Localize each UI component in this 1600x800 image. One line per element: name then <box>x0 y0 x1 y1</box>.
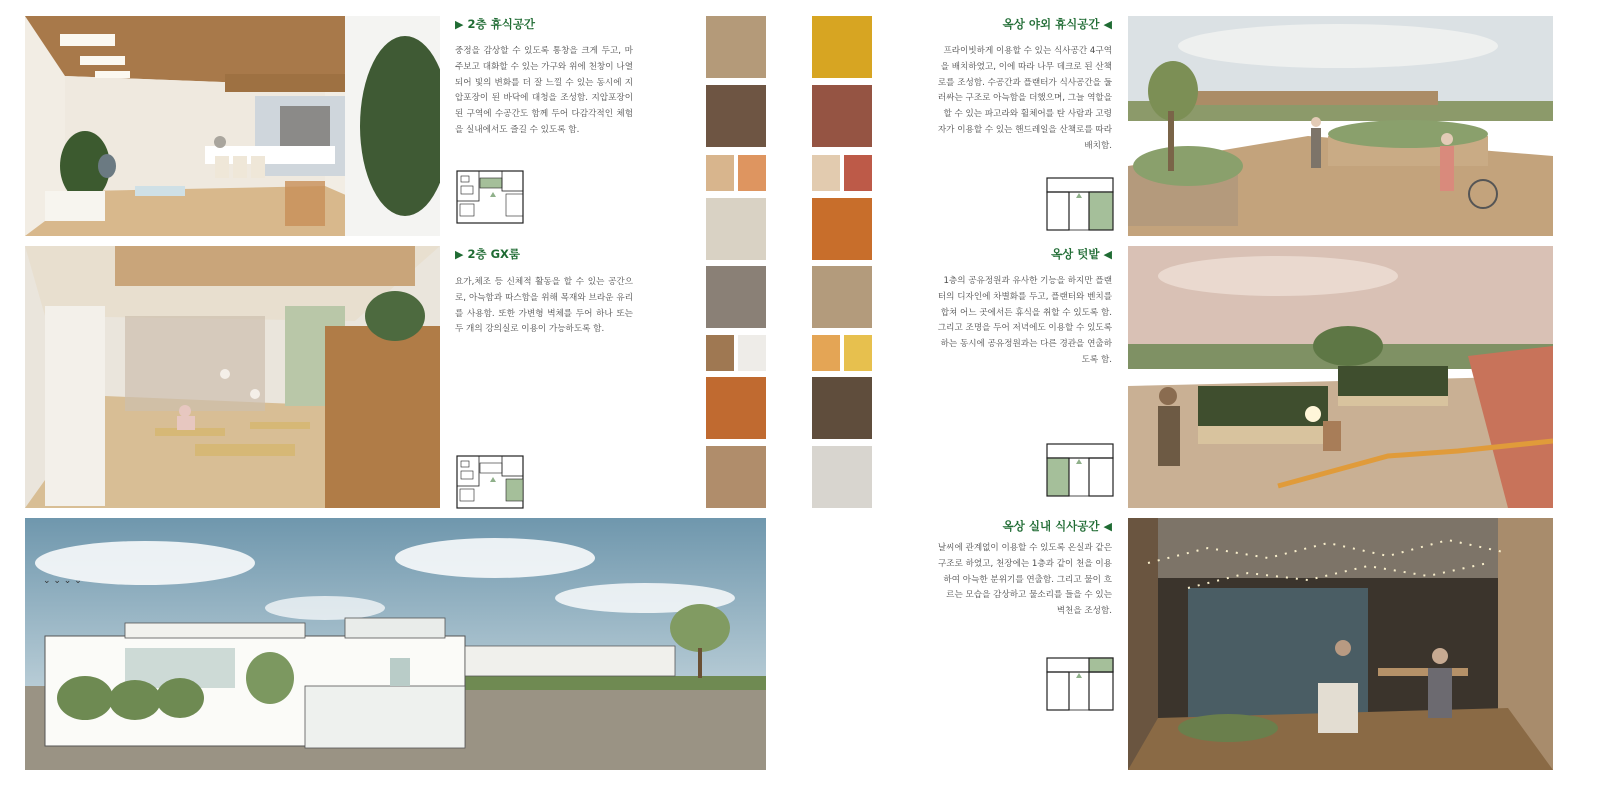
swatch <box>706 198 766 260</box>
swatch <box>706 377 766 439</box>
swatch <box>812 335 840 371</box>
swatch <box>844 155 872 191</box>
render-roof-indoor <box>1128 518 1553 770</box>
swatch <box>844 335 872 371</box>
swatch <box>812 446 872 508</box>
desc-2f-lounge: 중정을 감상할 수 있도록 통창을 크게 두고, 마주보고 대화할 수 있는 가구와 위에 천창이 나열되어 빛의 변화를 더 잘 느낄 수 있는 동시에 지압포장이 된 바닥에 대청을 조성함. 지압포장이 된 구역에 수공간도 함께 두어 다감각적인 체험을 실내에서도 즐길 수 있도록 함. <box>455 46 633 135</box>
swatch <box>706 155 734 191</box>
floor-plan-icon <box>456 170 524 224</box>
swatch <box>812 155 840 191</box>
swatch <box>812 198 872 260</box>
swatch <box>706 266 766 328</box>
title-roof-indoor: 옥상 실내 식사공간 ◀ <box>1002 519 1112 533</box>
swatch <box>812 266 872 328</box>
render-roof-garden <box>1128 246 1553 508</box>
section-render <box>25 518 766 770</box>
desc-roof-outdoor: 프라이빗하게 이용할 수 있는 식사공간 4구역을 배치하였고, 이에 따라 나무 데크로 된 산책로를 조성함. 수공간과 플랜터가 식사공간을 둘러싸는 구조로 아늑함을 더했으며, 그늘 역할을 할 수 있는 파고라와 휠체어를 탄 사람과 고령자가 이용할 수 있는 핸드레일을 산책로를 따라 배치함. <box>937 46 1112 151</box>
swatch <box>812 85 872 147</box>
triangle-left-icon: ◀ <box>1103 520 1112 533</box>
floor-plan-icon <box>1046 443 1114 497</box>
floor-plan-icon <box>456 455 524 509</box>
title-roof-outdoor: 옥상 야외 휴식공간 ◀ <box>1002 17 1112 31</box>
title-2f-lounge: ▶ 2층 휴식공간 <box>455 17 536 31</box>
swatch <box>706 85 766 147</box>
swatch <box>738 335 766 371</box>
swatch <box>706 446 766 508</box>
title-2f-gx-room: ▶ 2층 GX룸 <box>455 247 521 261</box>
triangle-right-icon: ▶ <box>455 18 464 31</box>
render-2f-gx-room <box>25 246 440 508</box>
render-roof-outdoor <box>1128 16 1553 236</box>
floor-plan-icon <box>1046 657 1114 711</box>
svg-text:⌄ ⌄ ⌄ ⌄: ⌄ ⌄ ⌄ ⌄ <box>43 576 82 586</box>
triangle-left-icon: ◀ <box>1103 18 1112 31</box>
triangle-left-icon: ◀ <box>1103 248 1112 261</box>
swatch <box>738 155 766 191</box>
desc-roof-indoor: 날씨에 관계없이 이용할 수 있도록 온실과 같은 구조로 하였고, 천장에는 1층과 같이 천을 이용하여 아늑한 분위기를 연출함. 그리고 물이 흐르는 모습을 감상하고 물소리를 들을 수 있는 벽천을 조성함. <box>937 543 1112 617</box>
swatch <box>706 335 734 371</box>
floor-plan-icon <box>1046 177 1114 231</box>
title-roof-garden: 옥상 텃밭 ◀ <box>1051 247 1112 261</box>
swatch <box>812 377 872 439</box>
triangle-right-icon: ▶ <box>455 248 464 261</box>
render-2f-lounge <box>25 16 440 236</box>
swatch <box>706 16 766 78</box>
desc-roof-garden: 1층의 공유정원과 유사한 기능을 하지만 플랜터의 디자인에 차별화를 두고, 플랜터와 벤치를 합쳐 어느 곳에서든 휴식을 취할 수 있도록 함. 그리고 조명을 두어 저녁에도 이용할 수 있도록 하는 동시에 공유정원과는 다른 경관을 연출하도록 함. <box>937 276 1112 365</box>
swatch <box>812 16 872 78</box>
desc-2f-gx-room: 요가,체조 등 신체적 활동을 할 수 있는 공간으로, 아늑함과 따스함을 위해 목재와 브라운 유리를 사용함. 또한 가변형 벽체를 두어 하나 또는 두 개의 강의실로 이용이 가능하도록 함. <box>455 277 633 335</box>
